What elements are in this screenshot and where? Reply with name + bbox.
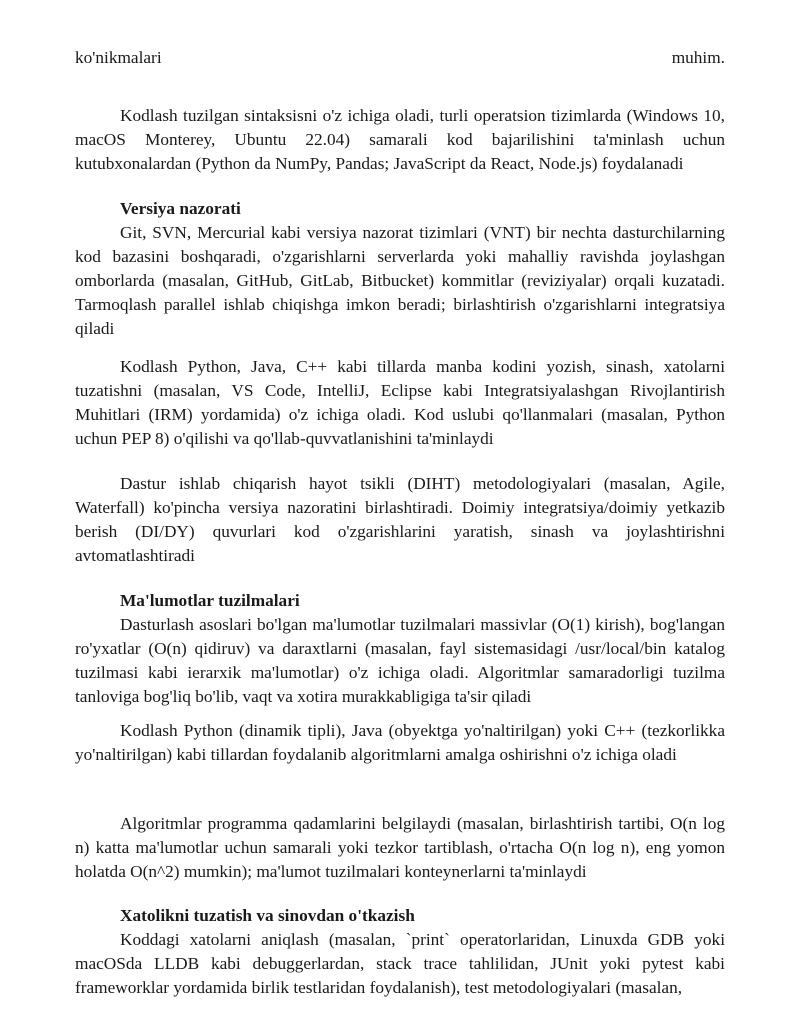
paragraph-text: Dastur ishlab chiqarish hayot tsikli (DIHT) metodologiyalari (masalan, Agile, Waterfall) ko'pincha versiya nazoratini birlashtiradi. Doimiy integratsiya/doimiy yetkazib berish (DI/DY) quvurlari kod o'zgarishlarini yaratish, sinash va joylashtirishni avtomatlashtiradi <box>75 474 725 565</box>
paragraph-text: Kodlash Python (dinamik tipli), Java (obyektga yo'naltirilgan) yoki C++ (tezkorlikka yo'naltirilgan) kabi tillardan foydalanib algoritmlarni amalga oshirishni o'z ichiga oladi <box>75 721 725 764</box>
paragraph-text: Dasturlash asoslari bo'lgan ma'lumotlar tuzilmalari massivlar (O(1) kirish), bog'langan ro'yxatlar (O(n) qidiruv) va daraxtlarni (masalan, fayl sistemasidagi /usr/local/bin katalog tuzilmasi kabi ierarxik ma'lumotlar) o'z ichiga oladi. Algoritmlar samaradorligi tuzilma tanloviga bog'liq bo'lib, vaqt va xotira murakkabligiga ta'sir qiladi <box>75 615 725 706</box>
paragraph-algorithms <box>75 812 725 884</box>
carryover-right-word: muhim. <box>671 48 725 67</box>
section-heading-data-structures: Ma'lumotlar tuzilmalari <box>120 591 300 610</box>
section-heading-version-control: Versiya nazorati <box>120 199 241 218</box>
paragraph-coding-languages <box>75 719 725 767</box>
section-data-structures <box>75 589 725 709</box>
carryover-line <box>75 46 725 70</box>
paragraph-coding-ide <box>75 355 725 451</box>
paragraph-sdlc <box>75 472 725 568</box>
paragraph-text: Kodlash Python, Java, C++ kabi tillarda manba kodini yozish, sinash, xatolarni tuzatishni (masalan, VS Code, IntelliJ, Eclipse kabi Integratsiyalashgan Rivojlantirish Muhitlari (IRM) yordamida) o'z ichiga oladi. Kod uslubi qo'llanmalari (masalan, Python uchun PEP 8) o'qilishi va qo'llab-quvvatlanishini ta'minlaydi <box>75 357 725 448</box>
section-heading-debugging-testing: Xatolikni tuzatish va sinovdan o'tkazish <box>120 906 415 925</box>
paragraph-text: Git, SVN, Mercurial kabi versiya nazorat tizimlari (VNT) bir nechta dasturchilarning kod bazasini boshqaradi, o'zgarishlarni serverlarda yoki mahalliy ravishda joylashgan omborlarda (masalan, GitHub, GitLab, Bitbucket) kommitlar (reviziyalar) orqali kuzatadi. Tarmoqlash parallel ishlab chiqishga imkon beradi; birlashtirish o'zgarishlarni integratsiya qiladi <box>75 223 725 338</box>
section-debugging-testing <box>75 904 725 1000</box>
paragraph-text: Algoritmlar programma qadamlarini belgilaydi (masalan, birlashtirish tartibi, O(n log n) katta ma'lumotlar uchun samarali yoki tezkor tartiblash, o'rtacha O(n log n), eng yomon holatda O(n^2) mumkin); ma'lumot tuzilmalari konteynerlarni ta'minlaydi <box>75 814 725 881</box>
paragraph-coding-syntax <box>75 104 725 176</box>
paragraph-text: Kodlash tuzilgan sintaksisni o'z ichiga oladi, turli operatsion tizimlarda (Windows 10, macOS Monterey, Ubuntu 22.04) samarali kod bajarilishini ta'minlash uchun kutubxonalardan (Python da NumPy, Pandas; JavaScript da React, Node.js) foydalanadi <box>75 106 725 173</box>
carryover-left-word: ko'nikmalari <box>75 48 162 67</box>
paragraph-text: Koddagi xatolarni aniqlash (masalan, `print` operatorlaridan, Linuxda GDB yoki macOSda LLDB kabi debuggerlardan, stack trace tahlilidan, JUnit yoki pytest kabi frameworklar yordamida birlik testlaridan foydalanish), test metodologiyalari (masalan, <box>75 930 725 997</box>
section-version-control <box>75 197 725 341</box>
